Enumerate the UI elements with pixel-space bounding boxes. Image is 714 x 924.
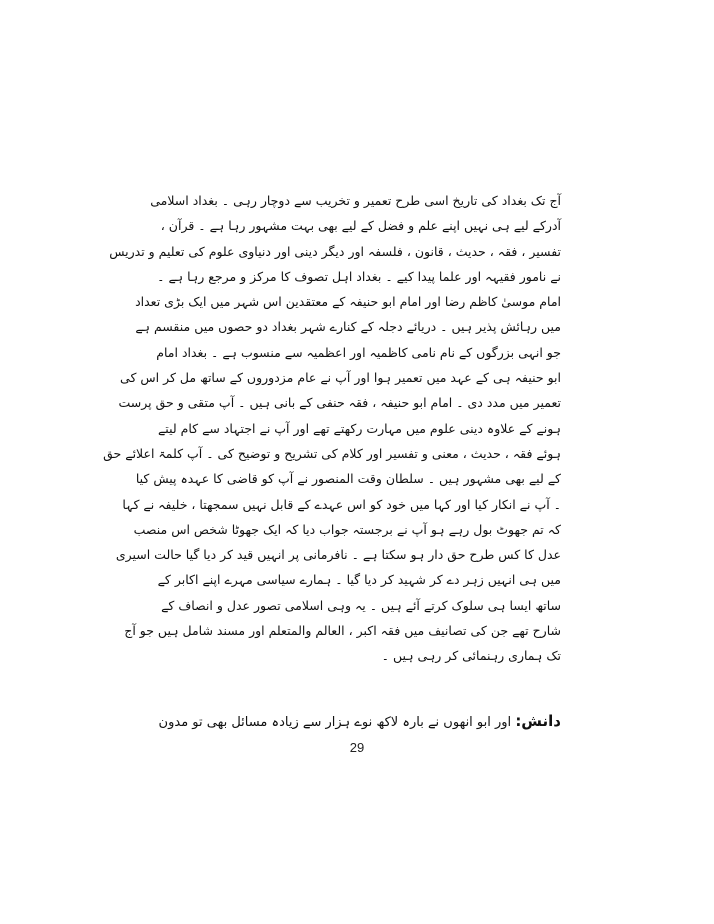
text-line: امام موسیٰ کاظم رضا اور امام ابو حنیفہ کے معتقدین اس شہر میں ایک بڑی تعداد [135, 294, 561, 310]
text-line: ابو حنیفہ ہی کے عہد میں تعمیر ہوا اور آپ نے عام مزدوروں کے ساتھ مل کر اس کی [120, 370, 561, 386]
text-line: ہونے کے علاوہ دینی علوم میں مہارت رکھتے تھے اور آپ نے اجتہاد سے کام لیتے [157, 420, 561, 436]
text-line: تفسیر ، فقہ ، حدیث ، قانون ، فلسفہ اور دیگر دینی اور دنیاوی علوم کی تعلیم و تدریس [109, 243, 561, 259]
text-line: تک ہماری رہنمائی کر رہی ہیں ۔ [381, 648, 561, 664]
main-paragraph [103, 188, 561, 669]
text-line: شارح تھے جن کی تصانیف میں فقہ اکبر ، العالم والمتعلم اور مسند شامل ہیں جو آج [124, 623, 561, 639]
text-line: ساتھ ایسا ہی سلوک کرتے آئے ہیں ۔ یہ وہی اسلامی تصور عدل و انصاف کے [161, 597, 561, 613]
text-line: میں رہائش پذیر ہیں ۔ دریائے دجلہ کے کنارے شہر بغداد دو حصوں میں منقسم ہے [135, 319, 561, 335]
speaker-label: دانش: [515, 712, 561, 730]
text-line: میں ہی انہیں زہر دے کر شہید کر دیا گیا ۔ ہمارے سیاسی مہرے اپنے اکابر کے [157, 572, 561, 588]
dialogue-text: اور ابو انھوں نے بارہ لاکھ نوے ہزار سے زیادہ مسائل بھی تو مدون [158, 715, 516, 730]
text-line: نے نامور فقیہہ اور علما پیدا کیے ۔ بغداد اہل تصوف کا مرکز و مرجع رہا ہے ۔ [157, 268, 561, 284]
text-line: آج تک بغداد کی تاریخ اسی طرح تعمیر و تخریب سے دوچار رہی ۔ بغداد اسلامی [150, 193, 561, 208]
text-line: جو انہی بزرگوں کے نام نامی کاظمیہ اور اعظمیہ سے منسوب ہے ۔ بغداد امام [156, 344, 561, 360]
text-line: تعمیر میں مدد دی ۔ امام ابو حنیفہ ، فقہ حنفی کے بانی ہیں ۔ آپ متقی و حق پرست [118, 395, 561, 411]
text-line: کہ تم جھوٹ بول رہے ہو آپ نے برجستہ جواب دیا کہ ایک جھوٹا شخص اس منصب [133, 521, 561, 537]
text-line: ۔ آپ نے انکار کیا اور کہا میں خود کو اس عہدے کے قابل نہیں سمجھتا ، خلیفہ نے کہا [122, 496, 561, 512]
text-line: عدل کا کس طرح حق دار ہو سکتا ہے ۔ نافرمانی پر انہیں قید کر دیا گیا حالت اسیری [115, 547, 561, 563]
text-line: آدرکے لیے ہی نہیں اپنے علم و فضل کے لیے بھی بہت مشہور رہا ہے ۔ قرآن ، [160, 218, 561, 234]
page-number: 29 [349, 740, 365, 755]
dialogue-paragraph [153, 708, 561, 736]
text-line: ہوئے فقہ ، حدیث ، معنی و تفسیر اور کلام کی تشریح و توضیح کی ۔ آپ کلمۃ اعلائے حق [103, 445, 561, 461]
text-line: کے لیے بھی مشہور ہیں ۔ سلطان وقت المنصور نے آپ کو قاضی کا عہدہ پیش کیا [135, 471, 561, 487]
